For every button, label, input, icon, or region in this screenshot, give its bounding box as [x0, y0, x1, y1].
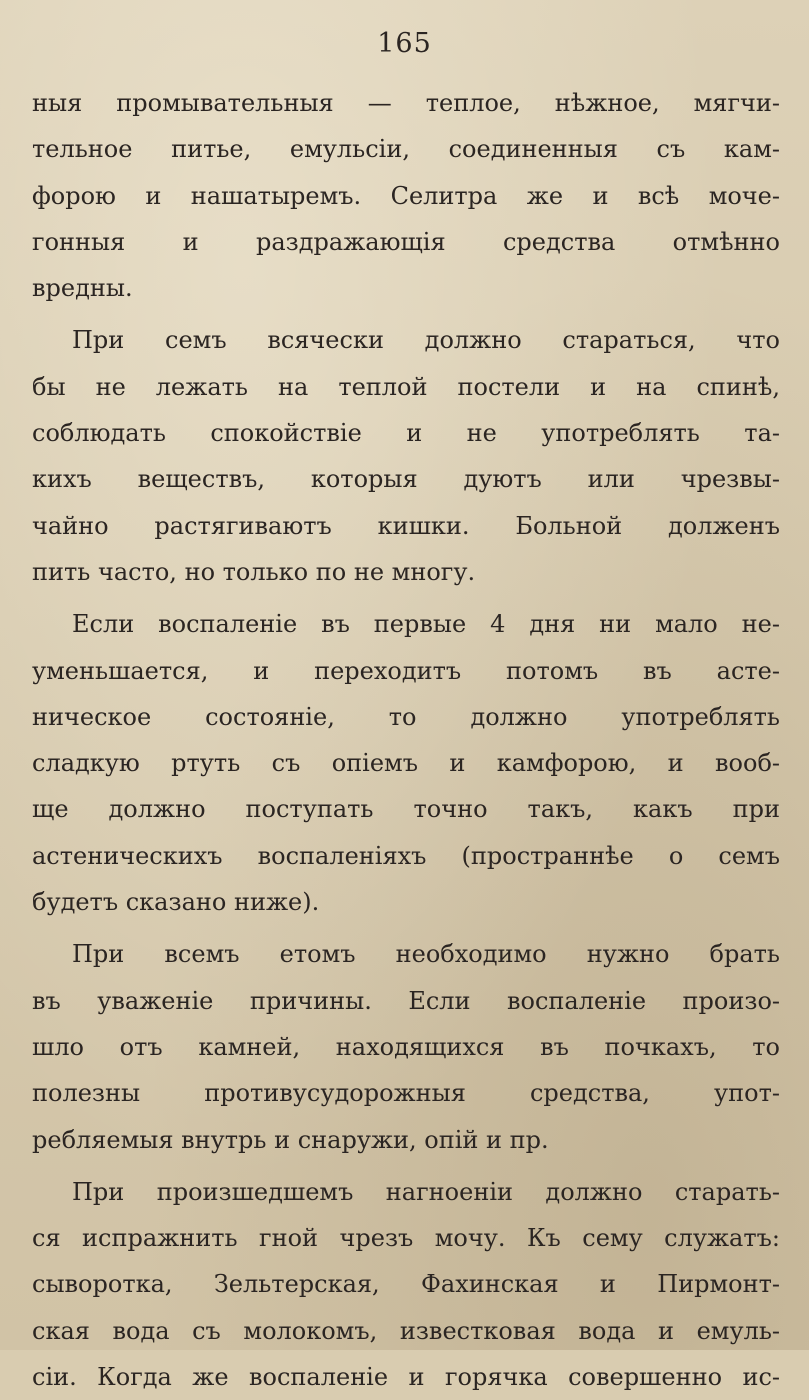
text-line: соблюдать спокойствіе и не употреблять та-	[32, 419, 780, 448]
paragraph	[32, 931, 780, 1162]
text-line: ныя промывательныя — теплое, нѣжное, мягчи-	[32, 89, 780, 117]
text-line: гонныя и раздражающія средства отмѣнно	[32, 227, 780, 256]
text-line: ническое состояніе, то должно употреблять	[32, 702, 780, 731]
paragraph	[32, 1169, 780, 1400]
text-line: чайно растягиваютъ кишки. Больной долженъ	[32, 511, 780, 540]
text-line: въ уваженіе причины. Если воспаленіе произо-	[32, 986, 780, 1015]
text-line: сыворотка, Зельтерская, Фахинская и Пирмонт-	[32, 1270, 780, 1299]
paragraph	[32, 317, 780, 595]
text-line: ская вода съ молокомъ, известковая вода и емуль-	[32, 1316, 780, 1345]
text-line: ще должно поступать точно такъ, какъ при	[32, 795, 780, 824]
text-line: уменьшается, и переходитъ потомъ въ асте-	[32, 656, 780, 685]
text-line: шло отъ камней, находящихся въ почкахъ, то	[32, 1032, 780, 1061]
text-line: тельное питье, емульсіи, соединенныя съ кам-	[32, 135, 780, 164]
paragraph	[32, 601, 780, 925]
text-line: вредны.	[32, 274, 133, 303]
text-line: форою и нашатыремъ. Селитра же и всѣ моче-	[32, 181, 780, 210]
text-line: будетъ сказано ниже).	[32, 888, 320, 917]
text-line: При семъ всячески должно стараться, что	[72, 326, 780, 355]
body-text	[32, 80, 780, 1400]
paragraph	[32, 80, 780, 311]
text-line: Если воспаленіе въ первые 4 дня ни мало не-	[72, 610, 780, 639]
text-line: сіи. Когда же воспаленіе и горячка совершенно ис-	[32, 1363, 780, 1392]
text-line: кихъ веществъ, которыя дуютъ или чрезвы-	[32, 465, 780, 494]
text-line: пить часто, но только по не многу.	[32, 557, 476, 586]
text-line: бы не лежать на теплой постели и на спинѣ,	[32, 372, 780, 401]
text-line: полезны противусудорожныя средства, упот-	[32, 1079, 780, 1108]
text-line: сладкую ртуть съ опіемъ и камфорою, и вооб-	[32, 749, 780, 778]
page-number: 165	[377, 28, 432, 59]
text-line: При произшедшемъ нагноеніи должно старать-	[72, 1177, 780, 1206]
text-line: При всемъ етомъ необходимо нужно брать	[72, 940, 780, 969]
text-line: астеническихъ воспаленіяхъ (пространнѣе о семъ	[32, 841, 780, 870]
text-line: ребляемыя внутрь и снаружи, опій и пр.	[32, 1125, 549, 1154]
text-line: ся испражнить гной чрезъ мочу. Къ сему служатъ:	[32, 1224, 780, 1253]
